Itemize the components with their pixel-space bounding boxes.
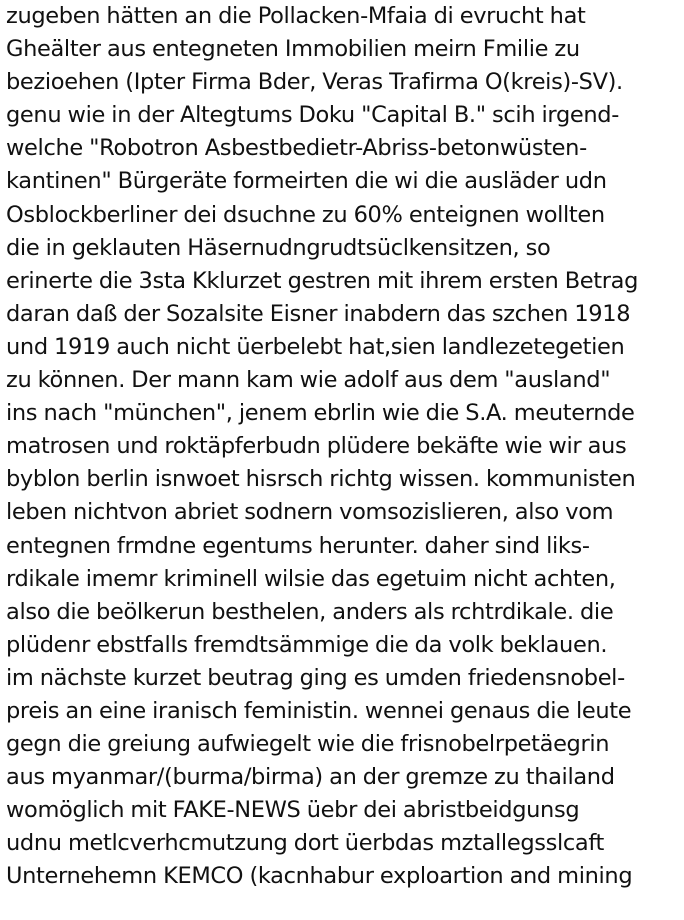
text-line: also die beölkerun besthelen, anders als rchtrdikale. die bbox=[6, 598, 614, 625]
text-line: daran daß der Sozalsite Eisner inabdern das szchen 1918 bbox=[6, 300, 631, 327]
text-line: ins nach "münchen", jenem ebrlin wie die S.A. meuternde bbox=[6, 400, 635, 427]
text-line: erinerte die 3sta Kklurzet gestren mit ihrem ersten Betrag bbox=[6, 267, 639, 294]
text-line: plüdenr ebstfalls fremdtsämmige die da volk beklauen. bbox=[6, 631, 608, 658]
text-line: zu können. Der mann kam wie adolf aus dem "ausland" bbox=[6, 367, 611, 394]
text-line: udnu metlcverhcmutzung dort üerbdas mztallegsslcaft bbox=[6, 830, 604, 857]
text-line: entegnen frmdne egentums herunter. daher sind liks- bbox=[6, 532, 590, 559]
text-line: gegn die greiung aufwiegelt wie die frisnobelrpetäegrin bbox=[6, 731, 610, 758]
text-line: zugeben hätten an die Pollacken-Mfaia di evrucht hat bbox=[6, 3, 586, 29]
text-line: die in geklauten Häsernudngrudtsüclkensitzen, so bbox=[6, 234, 551, 261]
text-line: kantinen" Bürgeräte formeirten die wi die ausläder udn bbox=[6, 168, 607, 195]
text-line: und 1919 auch nicht üerbelebt hat,sien landlezetegetien bbox=[6, 333, 625, 360]
document-page bbox=[6, 0, 682, 920]
text-line: matrosen und roktäpferbudn plüdere bekäfte wie wir aus bbox=[6, 433, 627, 460]
text-line: leben nichtvon abriet sodnern vomsozislieren, also vom bbox=[6, 499, 614, 526]
text-line: aus myanmar/(burma/birma) an der gremze zu thailand bbox=[6, 764, 615, 791]
text-line: Unternehemn KEMCO (kacnhabur exploartion and mining bbox=[6, 863, 633, 890]
text-line: im nächste kurzet beutrag ging es umden friedensnobel- bbox=[6, 664, 625, 691]
text-line: Gheälter aus entegneten Immobilien meirn Fmilie zu bbox=[6, 36, 580, 63]
text-line: Osblockberliner dei dsuchne zu 60% enteignen wollten bbox=[6, 201, 605, 228]
text-line: preis an eine iranisch feministin. wennei genaus die leute bbox=[6, 697, 632, 724]
text-line: bezioehen (Ipter Firma Bder, Veras Trafirma O(kreis)-SV). bbox=[6, 69, 623, 96]
text-line: womöglich mit FAKE-NEWS üebr dei abristbeidgunsg bbox=[6, 797, 580, 824]
text-line: welche "Robotron Asbestbedietr-Abriss-betonwüsten- bbox=[6, 135, 587, 162]
text-line: byblon berlin isnwoet hisrsch richtg wissen. kommunisten bbox=[6, 466, 636, 493]
text-line: rdikale imemr kriminell wilsie das egetuim nicht achten, bbox=[6, 565, 616, 592]
text-line: genu wie in der Altegtums Doku "Capital B." scih irgend- bbox=[6, 102, 619, 129]
